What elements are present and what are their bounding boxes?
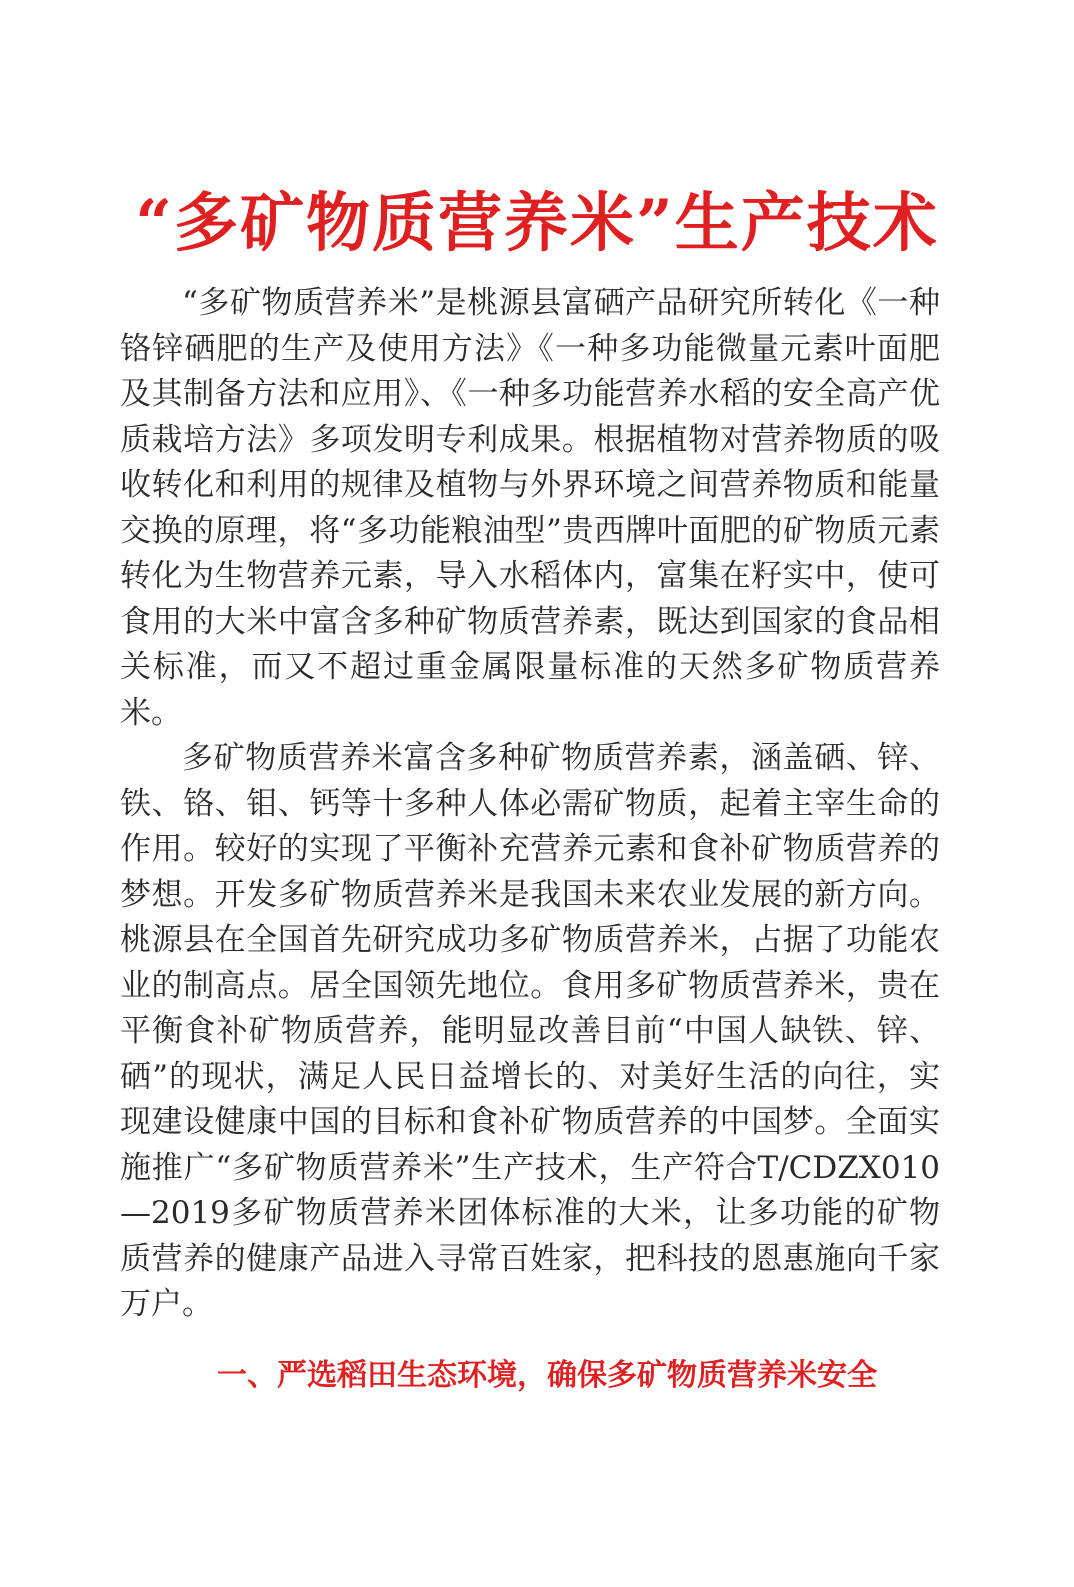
paragraph: 多矿物质营养米富含多种矿物质营养素，涵盖硒、锌、铁、铬、钼、钙等十多种人体必需矿物质，起着主宰生命的作用。较好的实现了平衡补充营养元素和食补矿物质营养的梦想。开发多矿物质营养米是我国未来农业发展的新方向。桃源县在全国首先研究成功多矿物质营养米，占据了功能农业的制高点。居全国领先地位。食用多矿物质营养米，贵在平衡食补矿物质营养，能明显改善目前“中国人缺铁、锌、硒”的现状，满足人民日益增长的、对美好生活的向往，实现建设健康中国的目标和食补矿物质营养的中国梦。全面实施推广“多矿物质营养米”生产技术，生产符合T/CDZX010—2019多矿物质营养米团体标准的大米，让多功能的矿物质营养的健康产品进入寻常百姓家，把科技的恩惠施向千家万户。 [120,740,940,1322]
page-title: “多矿物质营养米”生产技术 [135,186,939,261]
section-heading: 一、严选稻田生态环境，确保多矿物质营养米安全 [217,1358,877,1393]
paragraph: “多矿物质营养米”是桃源县富硒产品研究所转化《一种铬锌硒肥的生产及使用方法》《一种多功能微量元素叶面肥及其制备方法和应用》、《一种多功能营养水稻的安全高产优质栽培方法》多项发明专利成果。根据植物对营养物质的吸收转化和利用的规律及植物与外界环境之间营养物质和能量交换的原理，将“多功能粮油型”贵西牌叶面肥的矿物质元素转化为生物营养元素，导入水稻体内，富集在籽实中，使可食用的大米中富含多种矿物质营养素，既达到国家的食品相关标准，而又不超过重金属限量标准的天然多矿物质营养米。 [120,285,940,731]
article-body [120,281,940,1328]
